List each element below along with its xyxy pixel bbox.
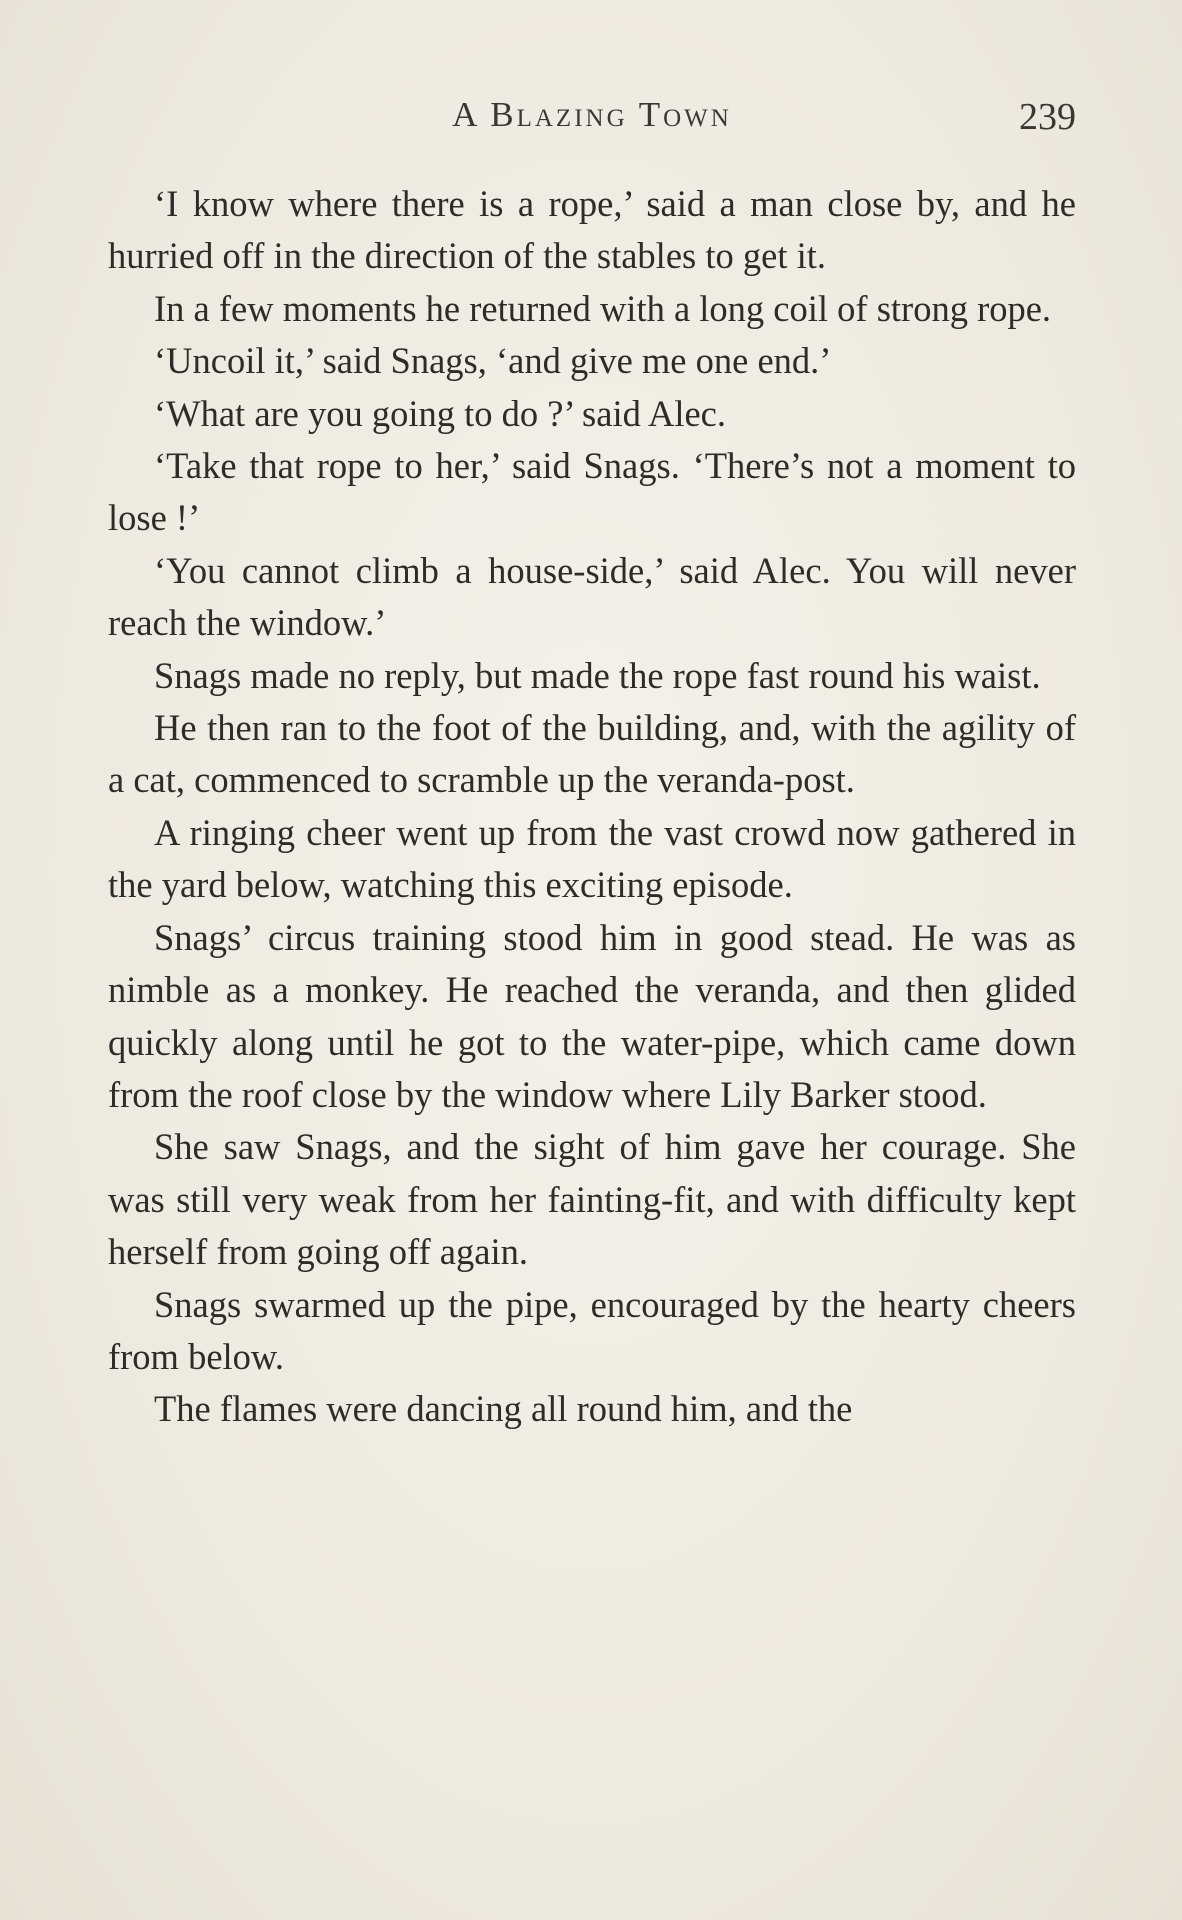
paragraph: ‘I know where there is a rope,’ said a man close by, and he hurried off in the direction of the stables to get it.	[108, 183, 1076, 277]
paragraph: ‘Take that rope to her,’ said Snags. ‘There’s not a moment to lose !’	[108, 445, 1076, 539]
paragraph: In a few moments he returned with a long coil of strong rope.	[154, 287, 1052, 329]
paragraph: Snags’ circus training stood him in good stead. He was as nimble as a monkey. He reached the veranda, and then glided quickly along until he got to the water-pipe, which came down from the roof close by the window where Lily Barker stood.	[108, 916, 1076, 1115]
paragraph: Snags swarmed up the pipe, encouraged by the hearty cheers from below.	[108, 1283, 1076, 1377]
body-text	[108, 178, 1076, 1436]
running-title: A Blazing Town	[452, 95, 732, 134]
paragraph: She saw Snags, and the sight of him gave her courage. She was still very weak from her fainting-fit, and with difficulty kept herself from going off again.	[108, 1126, 1076, 1273]
paragraph: He then ran to the foot of the building, and, with the agility of a cat, commenced to scramble up the veranda-post.	[108, 707, 1076, 801]
paragraph: The flames were dancing all round him, and the	[154, 1388, 853, 1430]
paragraph: Snags made no reply, but made the rope fast round his waist.	[154, 654, 1041, 696]
page-number: 239	[1019, 96, 1076, 138]
paragraph: A ringing cheer went up from the vast crowd now gathered in the yard below, watching this exciting episode.	[108, 811, 1076, 906]
paragraph: ‘Uncoil it,’ said Snags, ‘and give me one end.’	[154, 340, 832, 382]
page-header	[108, 95, 1076, 145]
paragraph: ‘You cannot climb a house-side,’ said Alec. You will never reach the window.’	[108, 549, 1076, 644]
paragraph: ‘What are you going to do ?’ said Alec.	[154, 392, 726, 434]
